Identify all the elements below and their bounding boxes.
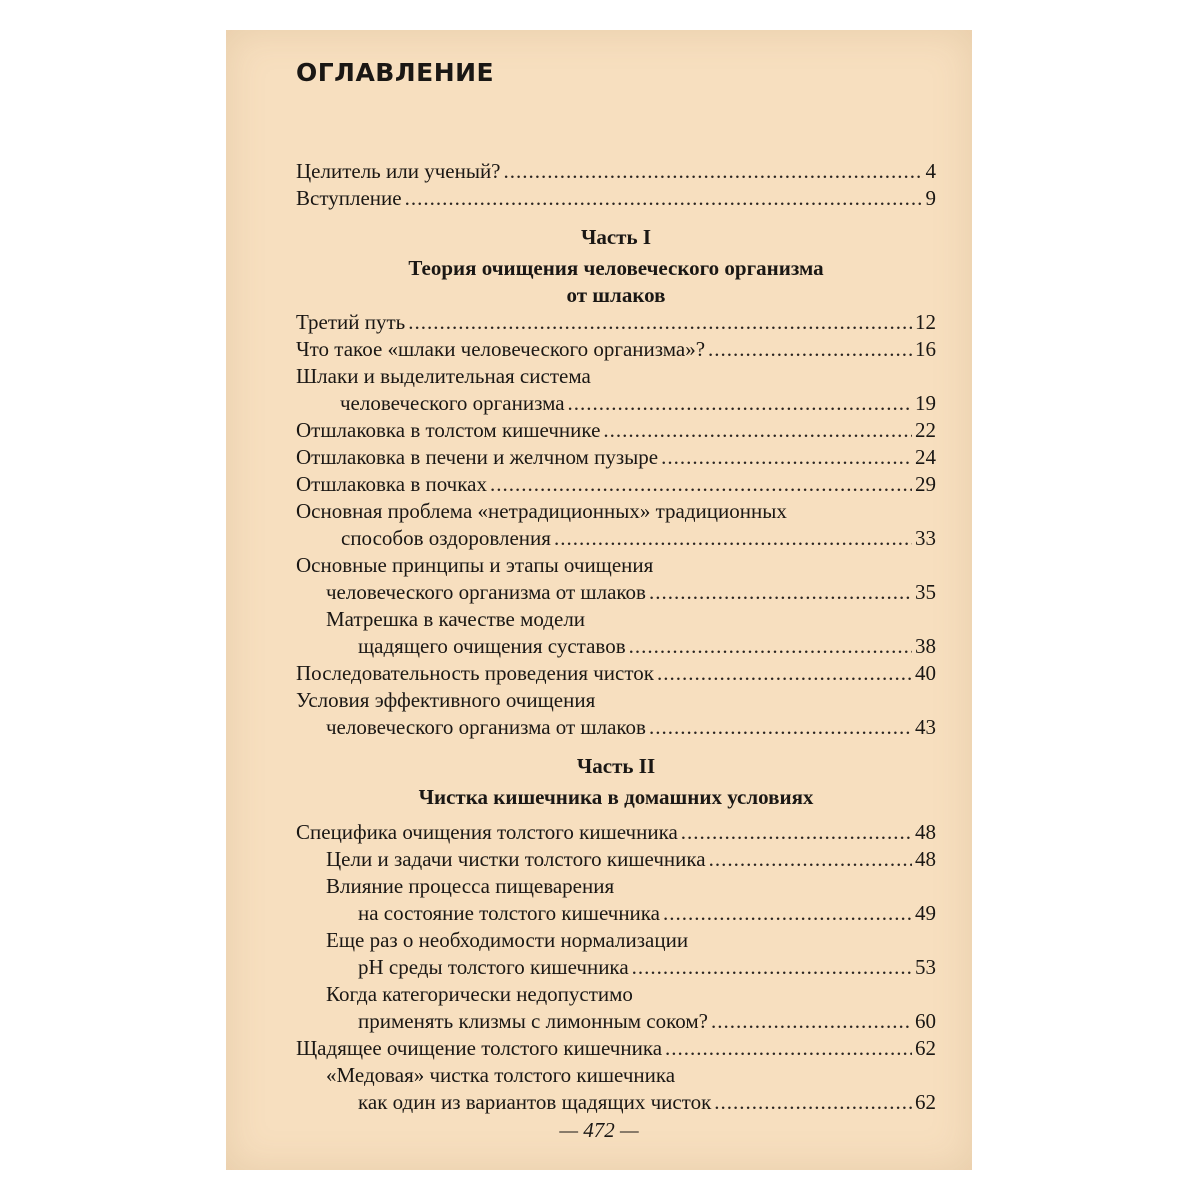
toc-entry-line2 [296, 525, 936, 552]
toc-entry-title-continued: человеческого организма от шлаков [326, 715, 646, 739]
toc-entry [296, 336, 936, 363]
dot-leader [504, 158, 923, 185]
toc-entry-title-continued: как один из вариантов щадящих чисток [358, 1090, 712, 1114]
toc-page-number: 49 [915, 901, 936, 925]
dot-leader [665, 1035, 912, 1062]
toc-page-number: 62 [915, 1090, 936, 1114]
toc-entry-title-continued: способов оздоровления [341, 526, 551, 550]
toc-entry-title-continued: человеческого организма [340, 391, 565, 415]
toc-entry-line2 [296, 714, 936, 741]
toc-entry-line2 [296, 900, 936, 927]
toc-entry-title: Щадящее очищение толстого кишечника [296, 1036, 663, 1060]
toc-entry-title: Цели и задачи чистки толстого кишечника [326, 847, 706, 871]
toc-entry-title: Основные принципы и этапы очищения [296, 553, 654, 577]
toc-entry [296, 185, 936, 212]
part-label: Часть II [576, 754, 656, 778]
toc-entry-title-continued: щадящего очищения суставов [358, 634, 626, 658]
toc-page-number: 53 [915, 955, 936, 979]
toc-entry [296, 660, 936, 687]
dot-leader [681, 819, 912, 846]
toc-page-number: 33 [915, 526, 936, 550]
toc-entry-title: Отшлаковка в толстом кишечнике [296, 418, 601, 442]
toc-page-number: 12 [915, 310, 936, 334]
toc-entry-title: Влияние процесса пищеварения [326, 874, 615, 898]
dot-leader [714, 1089, 912, 1116]
toc-entry [296, 158, 936, 185]
toc-entry-title: Когда категорически недопустимо [326, 982, 633, 1006]
toc-entry-line1 [296, 363, 936, 390]
part-title: Чистка кишечника в домашних условиях [418, 785, 814, 809]
toc-entry [296, 819, 936, 846]
toc-entry [296, 309, 936, 336]
toc-page-number: 9 [925, 186, 936, 210]
dot-leader [632, 954, 912, 981]
dot-leader [657, 660, 912, 687]
toc-entry [296, 417, 936, 444]
toc-entry-title: Вступление [296, 186, 402, 210]
book-page [226, 30, 972, 1170]
toc-entry-title: «Медовая» чистка толстого кишечника [326, 1063, 676, 1087]
toc-entry-title-continued: на состояние толстого кишечника [358, 901, 660, 925]
toc-page-number: 43 [915, 715, 936, 739]
toc-entry-line1 [296, 606, 936, 633]
toc-entry-line2 [296, 579, 936, 606]
toc-entry-line2 [296, 1089, 936, 1116]
toc-page-number: 62 [915, 1036, 936, 1060]
toc-entry [296, 1035, 936, 1062]
dot-leader [554, 525, 912, 552]
dot-leader [663, 900, 912, 927]
dot-leader [708, 336, 912, 363]
toc-page-number: 19 [915, 391, 936, 415]
toc-entry [296, 444, 936, 471]
toc-entry [296, 846, 936, 873]
toc-entry-line1 [296, 927, 936, 954]
toc-entry-title: Условия эффективного очищения [296, 688, 596, 712]
toc-page-number: 35 [915, 580, 936, 604]
toc-entry-line1 [296, 552, 936, 579]
dot-leader [490, 471, 912, 498]
toc-page-number: 16 [915, 337, 936, 361]
toc-entry-line1 [296, 981, 936, 1008]
page-heading: ОГЛАВЛЕНИЕ [296, 58, 495, 87]
toc-entry-title: Третий путь [296, 310, 406, 334]
toc-entry-title-continued: человеческого организма от шлаков [326, 580, 646, 604]
toc-entry-title: Еще раз о необходимости нормализации [326, 928, 689, 952]
dot-leader [711, 1008, 912, 1035]
dot-leader [649, 714, 912, 741]
dot-leader [661, 444, 912, 471]
toc-entry-title: Отшлаковка в печени и желчном пузыре [296, 445, 659, 469]
toc-page-number: 38 [915, 634, 936, 658]
toc-entry-line1 [296, 687, 936, 714]
dot-leader [405, 185, 923, 212]
toc-page-number: 22 [915, 418, 936, 442]
part-title-continued: от шлаков [566, 283, 666, 307]
toc-page-number: 48 [915, 847, 936, 871]
toc-entry-line2 [296, 633, 936, 660]
toc-entry-title: Специфика очищения толстого кишечника [296, 820, 678, 844]
toc-entry-title-continued: рН среды толстого кишечника [358, 955, 629, 979]
toc-entry [296, 471, 936, 498]
dot-leader [709, 846, 912, 873]
toc-page-number: 40 [915, 661, 936, 685]
toc-entry-title: Последовательность проведения чисток [296, 661, 654, 685]
toc-page-number: 24 [915, 445, 936, 469]
dot-leader [568, 390, 912, 417]
page-number-footer: — 472 — [559, 1118, 639, 1142]
table-of-contents [296, 158, 936, 1116]
toc-entry-line1 [296, 873, 936, 900]
toc-page-number: 4 [925, 159, 936, 183]
toc-entry-line2 [296, 954, 936, 981]
toc-entry-title: Матрешка в качестве модели [326, 607, 586, 631]
toc-entry-line2 [296, 1008, 936, 1035]
toc-entry-title: Отшлаковка в почках [296, 472, 487, 496]
part-label: Часть I [580, 225, 652, 249]
toc-entry-title: Что такое «шлаки человеческого организма»? [296, 337, 706, 361]
toc-entry-title: Целитель или ученый? [296, 159, 501, 183]
toc-entry-title-continued: применять клизмы с лимонным соком? [358, 1009, 708, 1033]
dot-leader [649, 579, 912, 606]
toc-page-number: 60 [915, 1009, 936, 1033]
part-title: Теория очищения человеческого организма [408, 256, 824, 280]
dot-leader [603, 417, 912, 444]
dot-leader [408, 309, 912, 336]
toc-entry-line1 [296, 498, 936, 525]
toc-entry-line1 [296, 1062, 936, 1089]
toc-entry-title: Шлаки и выделительная система [296, 364, 591, 388]
toc-page-number: 48 [915, 820, 936, 844]
dot-leader [629, 633, 912, 660]
toc-page-number: 29 [915, 472, 936, 496]
toc-entry-title: Основная проблема «нетрадиционных» традиционных [296, 499, 787, 523]
toc-entry-line2 [296, 390, 936, 417]
